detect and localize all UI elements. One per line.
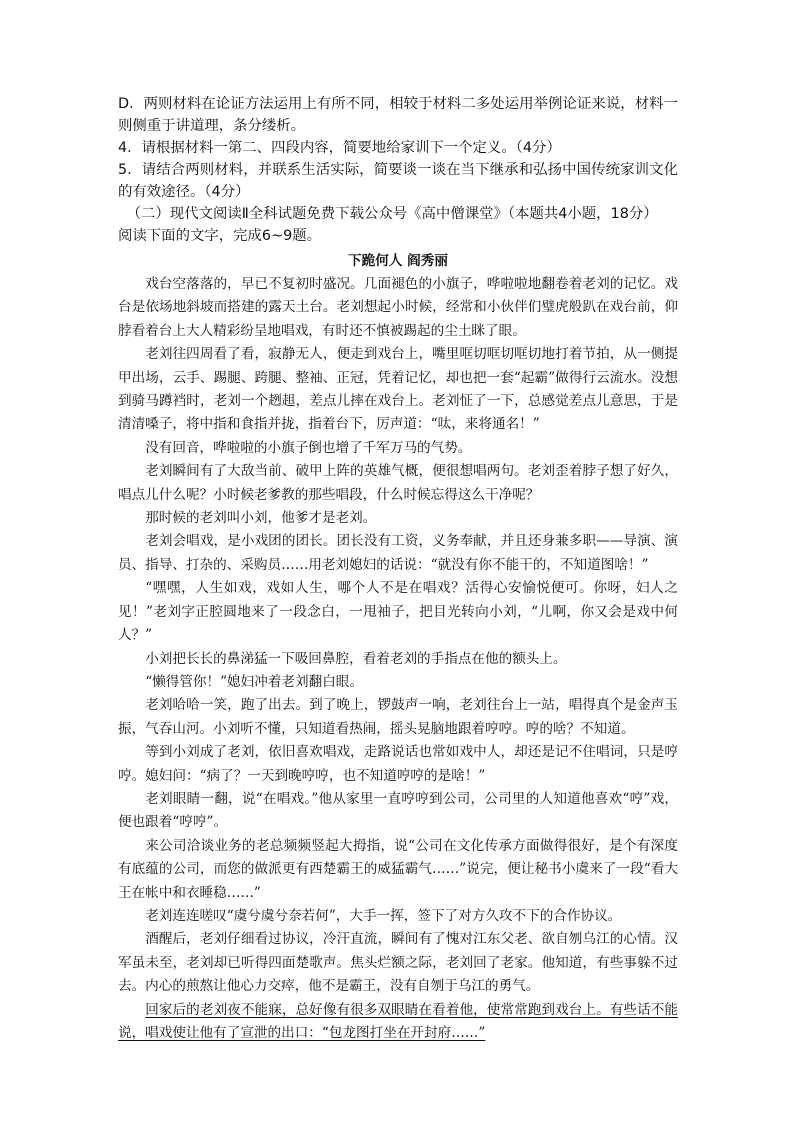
story-paragraph: 等到小刘成了老刘，依旧喜欢唱戏，走路说话也常如戏中人，却还是记不住唱词，只是哼哼。媳妇问：“病了？一天到晚哼哼，也不知道哼哼的是啥！”	[118, 744, 678, 784]
story-paragraph: “嘿嘿，人生如戏，戏如人生，哪个人不是在唱戏？活得心安愉悦便可。你呀，妇人之见！”老刘字正腔圆地来了一段念白，一甩袖子，把目光转向小刘，“儿啊，你又会是戏中何人？”	[118, 580, 678, 644]
story-paragraph: “懒得管你！”媳妇冲着老刘翻白眼。	[145, 673, 363, 690]
story-paragraph: 那时候的老刘叫小刘，他爹才是老刘。	[145, 510, 377, 527]
story-title: 下跪何人 阎秀丽	[348, 253, 448, 269]
underlined-paragraph: 回家后的老刘夜不能寐，总好像有很多双眼睛在看着他，使常常跑到戏台上。有些话不能说，唱戏使让他有了宣泄的出口：“包龙图打坐在开封府……”	[118, 1001, 678, 1041]
story-paragraph: 没有回音，哗啦啦的小旗子倒也增了千军万马的气势。	[145, 439, 472, 456]
story-paragraph: 来公司洽谈业务的老总频频竖起大拇指，说“公司在文化传承方面做得很好，是个有深度有底蕴的公司，而您的做派更有西楚霸王的威猛霸气……”说完，便让秘书小虞来了一段“看大王在帐中和衣睡稳……”	[118, 837, 678, 901]
question-5: 5．请结合两则材料，并联系生活实际，简要谈一谈在当下继承和弘扬中国传统家训文化的有效途径。（4分）	[118, 162, 678, 200]
story-body	[118, 273, 678, 1045]
story-paragraph: 老刘会唱戏，是小戏团的团长。团长没有工资，义务奉献，并且还身兼多职——导演、演员、指导、打杂的、采购员……用老刘媳妇的话说：“就没有你不能干的，不知道图啥！”	[118, 533, 678, 573]
story-paragraph: 酒醒后，老刘仔细看过协议，冷汗直流，瞬间有了愧对江东父老、欲自刎乌江的心情。汉军虽未至，老刘却已听得四面楚歌声。焦头烂额之际，老刘回了老家。他知道，有些事躲不过去。内心的煎熬让他心力交瘁，他不是霸王，没有自刎于乌江的勇气。	[118, 931, 678, 995]
story-paragraph: 老刘哈哈一笑，跑了出去。到了晚上，锣鼓声一响，老刘往台上一站，唱得真个是金声玉振，气吞山河。小刘听不懂，只知道看热闹，摇头晃脑地跟着哼哼。哼的啥？不知道。	[118, 697, 678, 737]
section-instruction: 阅读下面的文字，完成6~9题。	[118, 228, 322, 244]
page-content	[118, 93, 678, 1045]
story-paragraph: 老刘眼睛一翻，说“在唱戏。”他从家里一直哼哼到公司，公司里的人知道他喜欢“哼”戏，便也跟着“哼哼”。	[118, 790, 678, 831]
question-option-d: D．两则材料在论证方法运用上有所不同，相较于材料二多处运用举例论证来说，材料一则侧重于讲道理，条分缕析。	[118, 96, 678, 134]
section-heading: （二）现代文阅读Ⅱ全科试题免费下载公众号《高中僧课堂》（本题共4小题，18分）	[126, 206, 658, 222]
question-4: 4．请根据材料一第二、四段内容，简要地给家训下一个定义。（4分）	[118, 140, 561, 156]
story-paragraph: 小刘把长长的鼻涕猛一下吸回鼻腔，看着老刘的手指点在他的额头上。	[145, 650, 567, 667]
story-paragraph: 老刘往四周看了看，寂静无人，便走到戏台上，嘴里哐切哐切哐切地打着节拍，从一侧提甲出场，云手、踢腿、跨腿、整袖、正冠，凭着记忆，却也把一套“起霸”做得行云流水。没想到骑马蹲裆时，老刘一个趔趄，差点儿摔在戏台上。老刘怔了一下，总感觉差点儿意思，于是清清嗓子，将中指和食指并拢，指着台下，厉声道：“呔，来将通名！”	[118, 346, 678, 433]
story-paragraph: 老刘瞬间有了大敌当前、破甲上阵的英雄气概，便很想唱两句。老刘歪着脖子想了好久，唱点儿什么呢？小时候老爹教的那些唱段，什么时候忘得这么干净呢？	[118, 463, 678, 503]
story-paragraph: 老刘连连嗟叹“虞兮虞兮奈若何”，大手一挥，签下了对方久攻不下的合作协议。	[145, 907, 622, 924]
story-paragraph: 戏台空落落的，早已不复初时盛况。几面褪色的小旗子，哗啦啦地翻卷着老刘的记忆。戏台是依场地斜坡而搭建的露天土台。老刘想起小时候，经常和小伙伴们璧虎般趴在戏台前，仰脖看着台上大人精彩纷呈地唱戏，有时还不慎被踢起的尘土眯了眼。	[118, 276, 678, 339]
